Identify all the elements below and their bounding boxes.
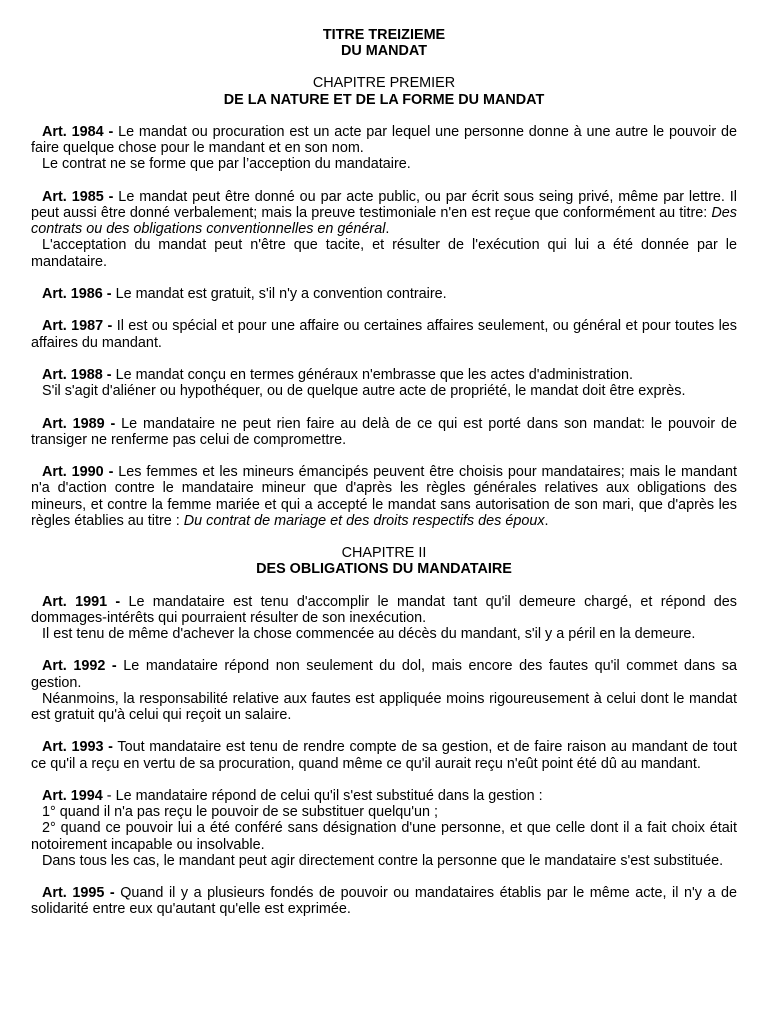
article-1994 — [31, 788, 737, 869]
article-paragraph — [31, 124, 737, 156]
titre-subject: DU MANDAT — [340, 43, 428, 60]
chapter-heading-1 — [31, 75, 737, 107]
article-paragraph — [31, 286, 737, 302]
chapter-label: CHAPITRE II — [341, 544, 427, 561]
article-paragraph — [31, 739, 737, 771]
article-paragraph: L'acceptation du mandat peut n'être que tacite, et résulter de l'exécution qui lui a été donnée par le mandataire. — [31, 237, 737, 270]
article-1985 — [31, 189, 737, 270]
article-paragraph — [31, 189, 737, 238]
article-1995 — [31, 885, 737, 917]
article-paragraph: Néanmoins, la responsabilité relative aux fautes est appliquée moins rigoureusement à celui dont le mandat est gratuit qu'à celui qui reçoit un salaire. — [31, 690, 737, 723]
article-number: Art. 1992 - — [42, 658, 117, 675]
article-paragraph — [31, 788, 737, 804]
article-number: Art. 1988 - — [42, 366, 112, 383]
article-text: Le mandat est gratuit, s'il n'y a convention contraire. — [111, 286, 447, 302]
article-text: Quand il y a plusieurs fondés de pouvoir ou mandataires établis par le même acte, il n'y a de solidarité entre eux qu'autant qu'elle est exprimée. — [31, 885, 737, 918]
article-text: Le mandat conçu en termes généraux n'embrasse que les actes d'administration. — [111, 366, 634, 383]
article-text: Le mandataire ne peut rien faire au delà de ce qui est porté dans son mandat: le pouvoir de transiger ne renferme pas celui de compromettre. — [31, 415, 738, 448]
chapter-title: DE LA NATURE ET DE LA FORME DU MANDAT — [223, 91, 545, 108]
article-title-reference: Du contrat de mariage et des droits respectifs des époux — [183, 512, 545, 529]
article-paragraph: S'il s'agit d'aliéner ou hypothéquer, ou de quelque autre acte de propriété, le mandat doit être exprès. — [42, 383, 686, 400]
article-text: . — [544, 512, 549, 529]
article-paragraph: 2° quand ce pouvoir lui a été conféré sans désignation d'une personne, et que celle dont il a fait choix était notoirement incapable ou insolvable. — [31, 820, 737, 853]
chapter-label: CHAPITRE PREMIER — [312, 75, 456, 92]
article-text: Le mandataire est tenu d'accomplir le mandat tant qu'il demeure chargé, et répond des dommages-intérêts qui pourraient résulter de son inexécution. — [31, 593, 737, 626]
article-paragraph: 1° quand il n'a pas reçu le pouvoir de se substituer quelqu'un ; — [42, 804, 439, 821]
article-1992 — [31, 658, 737, 723]
article-paragraph — [31, 464, 737, 529]
article-1986 — [31, 286, 737, 302]
article-text: Les femmes et les mineurs émancipés peuvent être choisis pour mandataires; mais le mandant n'a d'action contre le mandataire mineur que d'après les règles générales relatives aux obligations des mineurs, et contre la femme mariée et qui a accepté le mandat sans autorisation de son mari, que d'après les règles établies au titre : — [31, 464, 737, 529]
article-text: Le mandataire répond non seulement du dol, mais encore des fautes qu'il commet dans sa gestion. — [31, 658, 737, 691]
article-paragraph — [31, 416, 737, 448]
article-text: . — [385, 221, 390, 238]
article-1991 — [31, 594, 737, 643]
article-number: Art. 1989 - — [42, 415, 116, 432]
article-number: Art. 1984 - — [42, 124, 114, 140]
article-paragraph — [31, 367, 737, 383]
article-paragraph: Il est tenu de même d'achever la chose commencée au décès du mandant, s'il y a péril en la demeure. — [42, 625, 696, 642]
article-number: Art. 1990 - — [42, 464, 114, 481]
article-number: Art. 1985 - — [42, 188, 114, 205]
article-number: Art. 1995 - — [42, 885, 115, 902]
article-1993 — [31, 739, 737, 771]
article-text: Le mandat peut être donné ou par acte public, ou par écrit sous seing privé, même par lettre. Il peut aussi être donné verbalement; mais la preuve testimoniale n'en est reçue que conformément au titre: — [31, 188, 737, 221]
article-text: Il est ou spécial et pour une affaire ou certaines affaires seulement, ou général et pour toutes les affaires du mandant. — [31, 318, 737, 351]
article-text: Le mandat ou procuration est un acte par lequel une personne donne à une autre le pouvoir de faire quelque chose pour le mandant et en son nom. — [31, 124, 737, 157]
article-title-reference: Des contrats ou des obligations conventionnelles en général — [31, 205, 737, 238]
article-1988 — [31, 367, 737, 399]
article-1987 — [31, 318, 737, 350]
article-paragraph: Dans tous les cas, le mandant peut agir directement contre la personne que le mandataire s'est substituée. — [42, 852, 724, 869]
article-paragraph: Le contrat ne se forme que par l’acception du mandataire. — [42, 156, 411, 173]
article-number: Art. 1994 — [42, 787, 103, 804]
chapter-title: DES OBLIGATIONS DU MANDATAIRE — [256, 561, 512, 578]
article-paragraph — [31, 658, 737, 690]
title-block — [31, 27, 737, 59]
article-text: Tout mandataire est tenu de rendre compte de sa gestion, et de faire raison au mandant de tout ce qu'il a reçu en vertu de sa procuration, quand même ce qu'il aurait reçu n'eût point été dû au mandant. — [31, 739, 737, 772]
article-paragraph — [31, 594, 737, 626]
article-number: Art. 1991 - — [42, 593, 121, 610]
titre-heading: TITRE TREIZIEME — [322, 27, 446, 43]
article-paragraph — [31, 318, 737, 350]
article-number: Art. 1986 - — [42, 286, 112, 302]
article-1984 — [31, 124, 737, 173]
article-number: Art. 1987 - — [42, 318, 113, 335]
article-paragraph — [31, 885, 737, 917]
article-number: Art. 1993 - — [42, 739, 113, 756]
article-1989 — [31, 416, 737, 448]
article-1990 — [31, 464, 737, 529]
article-text: - Le mandataire répond de celui qu'il s'est substitué dans la gestion : — [102, 787, 543, 804]
chapter-heading-2 — [31, 545, 737, 577]
